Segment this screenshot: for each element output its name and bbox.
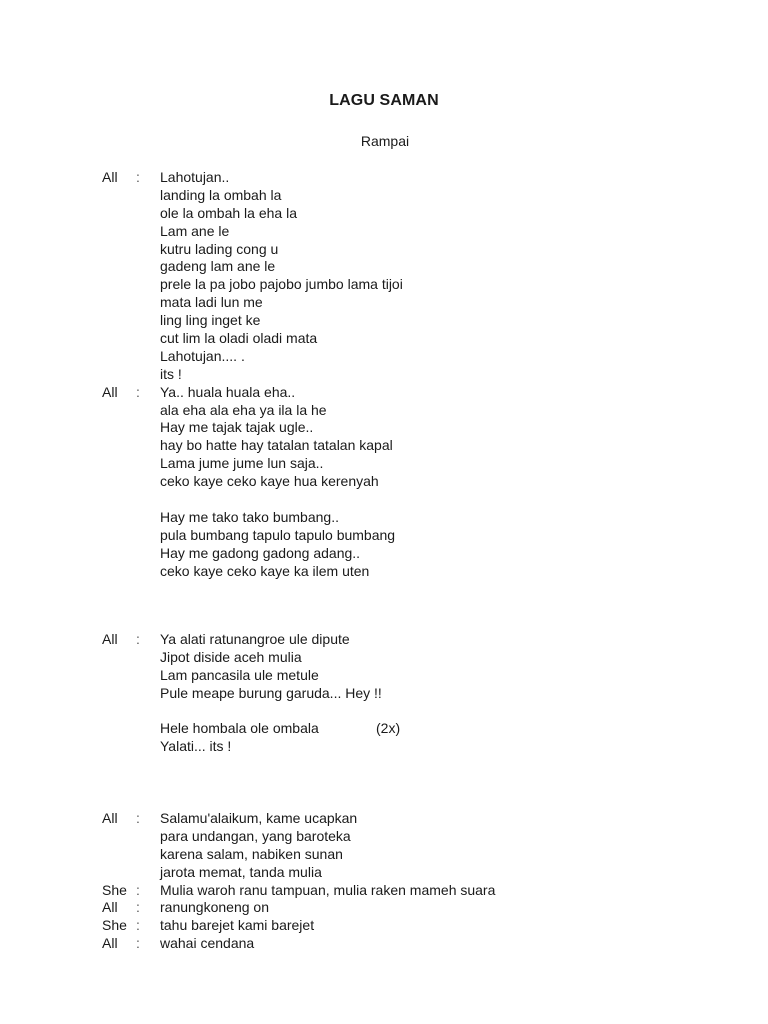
lyric-text: its ! xyxy=(160,365,182,382)
lyric-text: Lahotujan.. xyxy=(160,169,230,185)
lyric-text: Lahotujan.... . xyxy=(160,347,245,364)
lyric-line xyxy=(0,649,768,667)
lyric-line xyxy=(0,563,768,581)
lyric-text: wahai cendana xyxy=(160,935,255,952)
repeat-note: (2x) xyxy=(376,720,401,737)
lyric-text: jarota memat, tanda mulia xyxy=(160,863,322,880)
speaker-separator: : xyxy=(136,917,140,934)
lyric-text: landing la ombah la xyxy=(160,186,282,203)
lyric-text: Hay me tako tako bumbang.. xyxy=(160,508,339,525)
lyric-line xyxy=(0,917,768,935)
lyric-line xyxy=(0,348,768,366)
lyric-line xyxy=(0,685,768,703)
lyric-text: Ya alati ratunangroe ule dipute xyxy=(160,631,350,647)
document-title: LAGU SAMAN xyxy=(329,92,439,109)
document-subtitle: Rampai xyxy=(360,133,410,149)
lyric-text: Hele hombala ole ombala xyxy=(160,720,319,737)
lyric-line xyxy=(0,419,768,437)
lyric-text: Mulia waroh ranu tampuan, mulia raken mameh suara xyxy=(160,881,496,898)
lyrics-section xyxy=(0,810,768,953)
lyric-text: Ya.. huala huala eha.. xyxy=(160,383,296,400)
speaker-separator: : xyxy=(136,881,140,898)
speaker-separator: : xyxy=(136,631,140,647)
speaker-separator: : xyxy=(136,810,140,826)
speaker-label: She xyxy=(102,917,127,934)
lyric-line xyxy=(0,455,768,473)
lyric-line xyxy=(0,402,768,420)
lyric-line xyxy=(0,527,768,545)
lyric-line xyxy=(0,935,768,953)
lyrics-section xyxy=(0,631,768,756)
lyric-text: Pule meape burung garuda... Hey !! xyxy=(160,684,382,701)
lyric-text: tahu barejet kami barejet xyxy=(160,917,315,934)
speaker-label: All xyxy=(102,631,118,647)
lyric-text: karena salam, nabiken sunan xyxy=(160,845,343,862)
lyric-text: ling ling inget ke xyxy=(160,312,261,329)
lyric-line xyxy=(0,241,768,259)
lyric-line xyxy=(0,509,768,527)
lyric-text: ala eha ala eha ya ila la he xyxy=(160,401,327,418)
lyric-line xyxy=(0,864,768,882)
lyric-text: kutru lading cong u xyxy=(160,240,279,257)
lyric-line xyxy=(0,205,768,223)
lyric-line xyxy=(0,738,768,756)
lyric-text: Lam ane le xyxy=(160,222,230,239)
lyric-line xyxy=(0,187,768,205)
lyric-text: ole la ombah la eha la xyxy=(160,204,297,221)
lyric-line xyxy=(0,258,768,276)
lyric-line xyxy=(0,276,768,294)
lyric-text: Jipot diside aceh mulia xyxy=(160,648,302,665)
lyric-line xyxy=(0,491,768,509)
lyric-line xyxy=(0,828,768,846)
lyric-line xyxy=(0,473,768,491)
lyric-line xyxy=(0,169,768,187)
lyric-line xyxy=(0,366,768,384)
lyric-line xyxy=(0,882,768,900)
lyric-line xyxy=(0,810,768,828)
lyric-text: ranungkoneng on xyxy=(160,899,269,916)
lyric-line xyxy=(0,545,768,563)
lyric-text: Lama jume jume lun saja.. xyxy=(160,455,324,472)
speaker-label: All xyxy=(102,169,118,185)
lyric-line xyxy=(0,720,768,738)
lyric-text: para undangan, yang baroteka xyxy=(160,827,351,844)
lyric-text: cut lim la oladi oladi mata xyxy=(160,330,318,347)
lyric-line xyxy=(0,899,768,917)
lyrics-section xyxy=(0,169,768,580)
lyric-text: ceko kaye ceko kaye hua kerenyah xyxy=(160,473,379,490)
speaker-separator: : xyxy=(136,899,140,916)
lyric-text: gadeng lam ane le xyxy=(160,258,276,275)
lyric-line xyxy=(0,703,768,721)
lyric-text: Salamu'alaikum, kame ucapkan xyxy=(160,810,358,826)
lyric-text: prele la pa jobo pajobo jumbo lama tijoi xyxy=(160,276,403,293)
lyric-line xyxy=(0,846,768,864)
speaker-label: All xyxy=(102,899,118,916)
lyric-line xyxy=(0,312,768,330)
speaker-separator: : xyxy=(136,169,140,185)
speaker-separator: : xyxy=(136,383,140,400)
speaker-label: All xyxy=(102,810,118,826)
lyric-text: hay bo hatte hay tatalan tatalan kapal xyxy=(160,437,393,454)
lyric-line xyxy=(0,223,768,241)
lyric-line xyxy=(0,294,768,312)
lyric-line xyxy=(0,667,768,685)
speaker-label: All xyxy=(102,935,118,952)
lyric-text: Lam pancasila ule metule xyxy=(160,666,319,683)
lyric-text: ceko kaye ceko kaye ka ilem uten xyxy=(160,562,370,579)
lyric-line xyxy=(0,437,768,455)
lyric-text: Yalati... its ! xyxy=(160,738,232,755)
lyric-text: pula bumbang tapulo tapulo bumbang xyxy=(160,526,396,543)
lyric-text: mata ladi lun me xyxy=(160,294,263,311)
speaker-label: She xyxy=(102,881,127,898)
lyric-line xyxy=(0,631,768,649)
lyric-text: Hay me tajak tajak ugle.. xyxy=(160,419,314,436)
speaker-label: All xyxy=(102,383,118,400)
lyric-line xyxy=(0,330,768,348)
lyric-text: Hay me gadong gadong adang.. xyxy=(160,544,361,561)
speaker-separator: : xyxy=(136,935,140,952)
lyric-line xyxy=(0,384,768,402)
